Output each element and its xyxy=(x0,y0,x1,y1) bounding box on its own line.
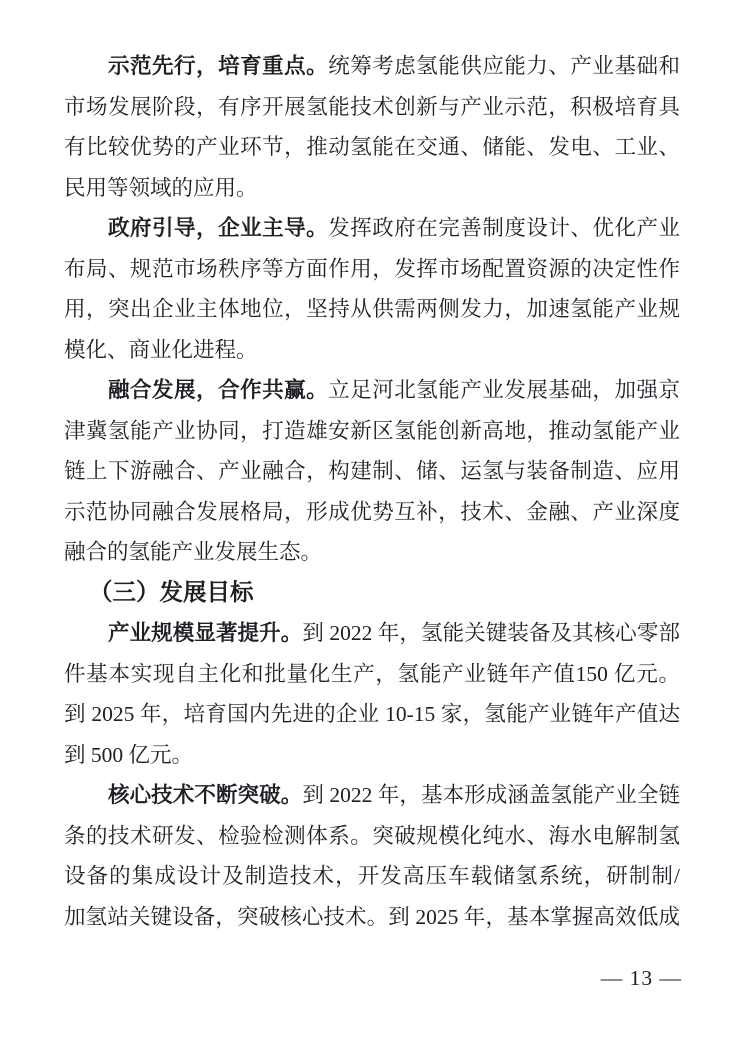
text-line: 加氢站关键设备，突破核心技术。到 2025 年，基本掌握高效低成 xyxy=(64,904,680,929)
text-line: 件基本实现自主化和批量化生产，氢能产业链年产值150 亿元。 xyxy=(64,661,680,686)
text-line: 核心技术不断突破。到 2022 年，基本形成涵盖氢能产业全链 xyxy=(108,783,680,807)
text-line: 到 2025 年，培育国内先进的企业 10-15 家，氢能产业链年产值达 xyxy=(64,702,680,726)
text-line: 融合发展，合作共赢。立足河北氢能产业发展基础，加强京 xyxy=(108,378,680,402)
text-line: 有比较优势的产业环节，推动氢能在交通、储能、发电、工业、 xyxy=(64,135,680,159)
text-line: 示范先行，培育重点。统筹考虑氢能供应能力、产业基础和 xyxy=(108,54,680,78)
text-line: 市场发展阶段，有序开展氢能技术创新与产业示范，积极培育具 xyxy=(64,94,680,119)
lead-in-phrase: 融合发展，合作共赢。 xyxy=(108,378,329,402)
lead-in-phrase: 示范先行，培育重点。 xyxy=(108,54,329,78)
lead-in-phrase: 产业规模显著提升。 xyxy=(108,621,303,645)
text-line: 布局、规范市场秩序等方面作用，发挥市场配置资源的决定性作 xyxy=(64,256,680,281)
text-line: 民用等领域的应用。 xyxy=(64,175,258,200)
text-line: 设备的集成设计及制造技术，开发高压车载储氢系统，研制制/ xyxy=(64,864,680,888)
section-heading: （三）发展目标 xyxy=(89,579,254,606)
text-line: 条的技术研发、检验检测体系。突破规模化纯水、海水电解制氢 xyxy=(64,823,680,848)
lead-in-phrase: 核心技术不断突破。 xyxy=(108,783,303,807)
text-line: 津冀氢能产业协同，打造雄安新区氢能创新高地，推动氢能产业 xyxy=(64,418,680,443)
page-number: — 13 — xyxy=(600,966,682,990)
text-line: 用，突出企业主体地位，坚持从供需两侧发力，加速氢能产业规 xyxy=(64,297,680,321)
text-line: 政府引导，企业主导。发挥政府在完善制度设计、优化产业 xyxy=(108,216,680,240)
text-line: 到 500 亿元。 xyxy=(64,742,194,767)
text-line: 融合的氢能产业发展生态。 xyxy=(64,540,323,564)
text-line: 产业规模显著提升。到 2022 年，氢能关键装备及其核心零部 xyxy=(108,621,680,645)
document-content xyxy=(64,46,680,937)
text-line: 模化、商业化进程。 xyxy=(64,337,258,362)
lead-in-phrase: 政府引导，企业主导。 xyxy=(108,216,329,240)
text-line: 示范协同融合发展格局，形成优势互补，技术、金融、产业深度 xyxy=(64,499,680,524)
text-line: 链上下游融合、产业融合，构建制、储、运氢与装备制造、应用 xyxy=(64,459,680,483)
